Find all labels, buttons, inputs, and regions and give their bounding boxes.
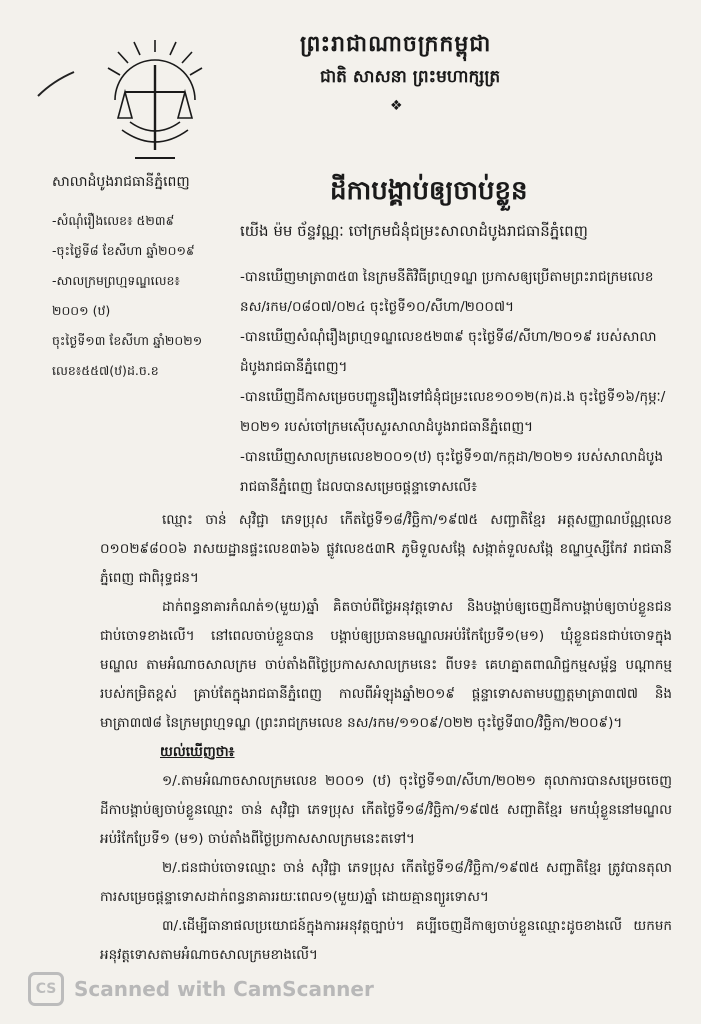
- case-info-item: ចុះថ្ងៃទី១៣ ខែសីហា ឆ្នាំ២០២១: [52, 333, 203, 348]
- case-info-item: ២០០១ (ឋ): [52, 303, 111, 318]
- reference-item: -បានឃើញសាលក្រមលេខ២០០១(ឋ) ចុះថ្ងៃទី១៣/កក្កដា/២០២១ របស់សាលាដំបូងរាជធានីភ្នំពេញ ដែលបានសម្រេចផ្តន្ទាទោសលើ៖: [240, 449, 664, 495]
- document-body: [100, 506, 672, 970]
- reference-item: -បានឃើញដីកាសម្រេចបញ្ជូនរឿងទៅជំនុំជម្រះលេខ១០១២(ក)ដ.ង ចុះថ្ងៃទី១៦/កុម្ភៈ/២០២១ របស់ចៅក្រមស៊ើបសួរសាលាដំបូងរាជធានីភ្នំពេញ។: [240, 389, 666, 435]
- document-title: ដីកាបង្គាប់ឲ្យចាប់ខ្លួន: [330, 176, 528, 206]
- court-emblem-icon: [100, 30, 210, 170]
- case-info-item: លេខ៖៥៥៧(ឋ)ដ.ច.ខ: [52, 363, 159, 378]
- case-info-item: -សំណុំរឿងលេខ៖ ៥២៣៩: [52, 213, 175, 228]
- reference-item: -បានឃើញសំណុំរឿងព្រហ្មទណ្ឌលេខ៥២៣៩ ចុះថ្ងៃទី៨/សីហា/២០១៩ របស់សាលាដំបូងរាជធានីភ្នំពេញ។: [240, 329, 657, 375]
- judge-statement: យើង ម៉ម ច័ន្ទវណ្ណៈ ចៅក្រមជំនុំជម្រះសាលាដំបូងរាជធានីភ្នំពេញ: [240, 222, 588, 240]
- case-info-item: -សាលក្រមព្រហ្មទណ្ឌលេខ៖: [52, 273, 180, 288]
- finding-item: ៣/.ដើម្បីធានាផលប្រយោជន៍ក្នុងការអនុវត្តច្បាប់។ គប្បីចេញដីកាឲ្យចាប់ខ្លួនឈ្មោះដូចខាងលើ យកមកអនុវត្តទោសតាមអំណាចសាលក្រមខាងលើ។: [100, 918, 672, 963]
- sentence-paragraph: ដាក់ពន្ធនាគារកំណត់១(មួយ)ឆ្នាំ គិតចាប់ពីថ្ងៃអនុវត្តទោស និងបង្គាប់ឲ្យចេញដីកាបង្គាប់ឲ្យចាប់ខ្លួនជនជាប់ចោទខាងលើ។ នៅពេលចាប់ខ្លួនបាន បង្គាប់ឲ្យប្រធានមណ្ឌលអប់រំកែប្រែទី១(ម១) ឃុំខ្លួនជនជាប់ចោទក្នុងមណ្ឌល តាមអំណាចសាលក្រម ចាប់តាំងពីថ្ងៃប្រកាសសាលក្រមនេះ ពីបទ៖ គេហគ្នាតពាណិជ្ជកម្មសម្ព័ន្ធ បណ្តាកម្មរបស់កម្រិតខ្ពស់ គ្រាប់តែក្នុងរាជធានីភ្នំពេញ កាលពីអំឡុងឆ្នាំ២០១៩ ផ្តន្ទាទោសតាមបញ្ញត្តមាត្រា៣៧៧ និងមាត្រា៣៧៨ នៃក្រមព្រហ្មទណ្ឌ (ព្រះរាជក្រមលេខ នស/រកម/១១០៩/០២២ ចុះថ្ងៃទី៣០/វិច្ឆិកា/២០០៩)។: [100, 599, 672, 731]
- ornament-icon: ❖: [390, 98, 403, 114]
- findings-heading: យល់ឃើញថា៖: [160, 744, 235, 760]
- case-info-list: [52, 206, 222, 386]
- camscanner-watermark: [28, 972, 374, 1006]
- defendant-paragraph: ឈ្មោះ ចាន់ សុវិជ្ជា ភេទប្រុស កើតថ្ងៃទី១៨/វិច្ឆិកា/១៩៧៥ សញ្ជាតិខ្មែរ អត្តសញ្ញាណប័ណ្ណលេខ ០១០២៩៨០០៦ រាសយដ្ឋានផ្ទះលេខ៣៦៦ ផ្លូវលេខ៥៣R ភូមិទួលសង្កែ សង្កាត់ទួលសង្កែ ខណ្ឌឬស្សីកែវ រាជធានីភ្នំពេញ ជាពិរុទ្ធជន។: [100, 512, 672, 586]
- watermark-text: Scanned with CamScanner: [74, 977, 374, 1001]
- legal-references: [240, 262, 670, 502]
- pen-mark: [36, 70, 76, 100]
- kingdom-title: ព្រះរាជាណាចក្រកម្ពុជា: [300, 32, 492, 57]
- camscanner-logo-icon: CS: [28, 972, 64, 1006]
- finding-item: ១/.តាមអំណាចសាលក្រមលេខ ២០០១ (ឋ) ចុះថ្ងៃទី១៣/សីហា/២០២១ តុលាការបានសម្រេចចេញដីកាបង្គាប់ឲ្យចាប់ខ្លួនឈ្មោះ ចាន់ សុវិជ្ជា ភេទប្រុស កើតថ្ងៃទី១៨/វិច្ឆិកា/១៩៧៥ សញ្ជាតិខ្មែរ មកឃុំខ្លួននៅមណ្ឌលអប់រំកែប្រែទី១ (ម១) ចាប់តាំងពីថ្ងៃប្រកាសសាលក្រមនេះតទៅ។: [100, 773, 672, 847]
- national-motto: ជាតិ សាសនា ព្រះមហាក្សត្រ: [320, 67, 501, 87]
- reference-item: -បានឃើញមាត្រា៣៥៣ នៃក្រមនីតិវិធីព្រហ្មទណ្ឌ ប្រកាសឲ្យប្រើតាមព្រះរាជក្រមលេខ នស/រកម/០៨០៧/០២៤ ចុះថ្ងៃទី១០/សីហា/២០០៧។: [240, 269, 654, 315]
- case-info-item: -ចុះថ្ងៃទី៨ ខែសីហា ឆ្នាំ២០១៩: [52, 243, 195, 258]
- court-name: សាលាដំបូងរាជធានីភ្នំពេញ: [52, 174, 190, 190]
- finding-item: ២/.ជនជាប់ចោទឈ្មោះ ចាន់ សុវិជ្ជា ភេទប្រុស កើតថ្ងៃទី១៨/វិច្ឆិកា/១៩៧៥ សញ្ជាតិខ្មែរ ត្រូវបានតុលាការសម្រេចផ្តន្ទាទោសដាក់ពន្ធនាគាររយៈពេល១(មួយ)ឆ្នាំ ដោយគ្មានព្យួរទោស។: [100, 860, 672, 905]
